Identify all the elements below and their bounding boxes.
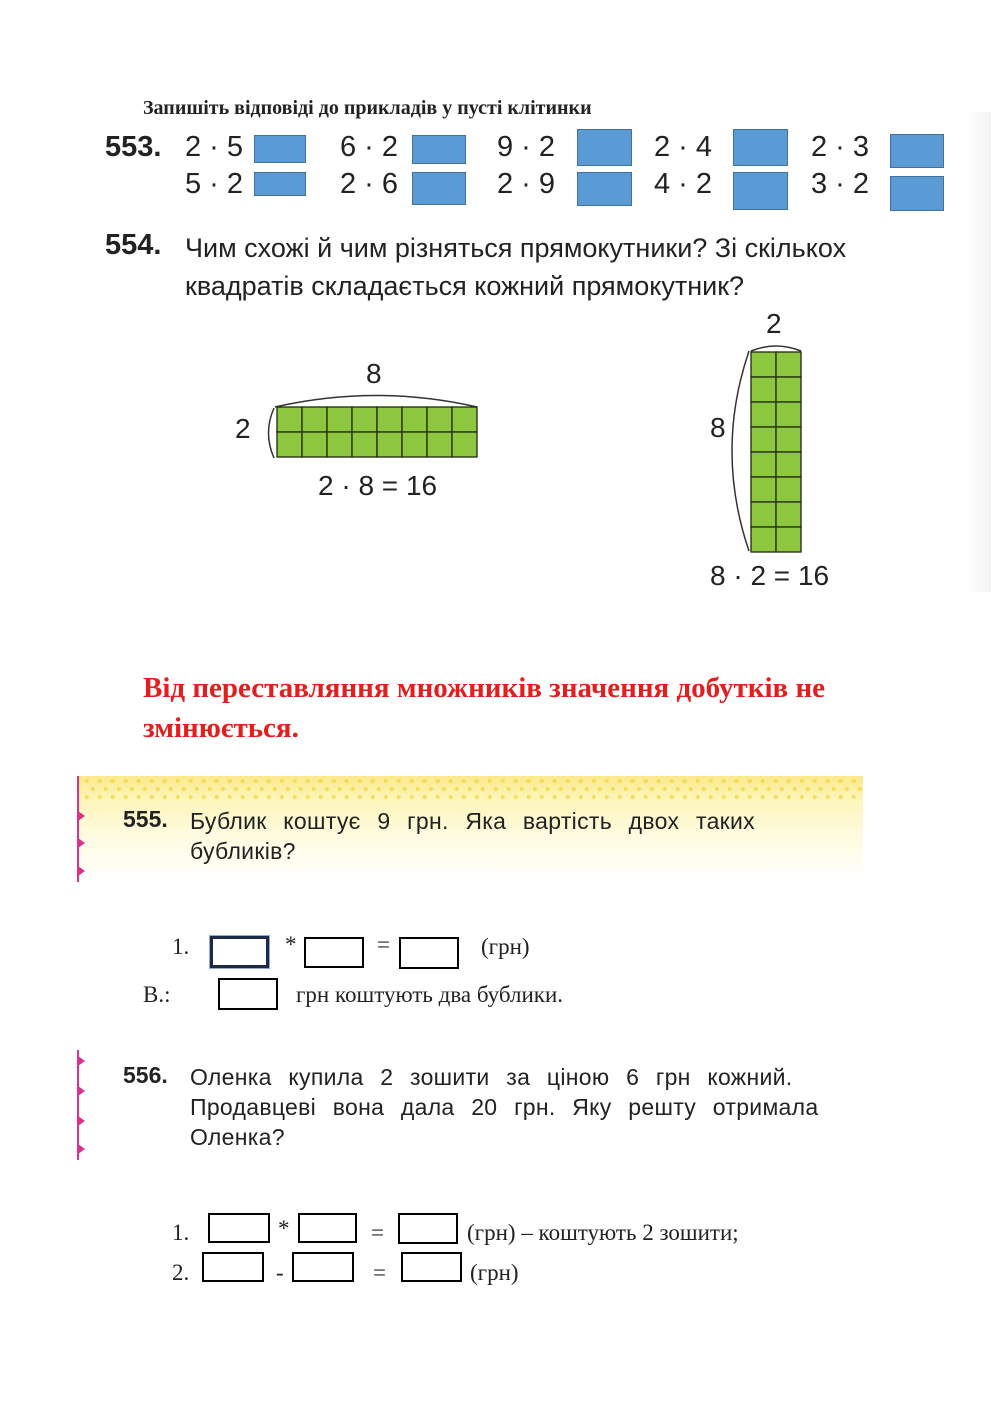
solution-556-step1-equals-sign: = [371,1220,384,1245]
rect1-cell [302,407,327,432]
rect1-cell [302,432,327,457]
banner-left-border [77,776,89,882]
answer-box-553-r1-c4[interactable] [733,129,788,166]
expr-553-r2-c2: 2 · 6 [340,168,399,200]
task-553-number: 553. [105,131,162,163]
solution-555-result-box[interactable] [399,937,459,969]
rect2-figure [725,335,815,560]
rect1-cell [352,432,377,457]
rect1-cell [377,432,402,457]
task-554-question: Чим схожі й чим різняться прямокутники? Зі скількох квадратів складається кожний прямокутник? [185,233,847,301]
instruction: Запишіть відповіді до прикладів у пусті клітинки [143,97,592,119]
answer-box-553-r2-c5[interactable] [890,176,944,211]
rect1-top-label: 8 [366,358,382,389]
banner-top-pattern [77,776,863,800]
answer-box-553-r1-c1[interactable] [254,135,306,163]
rect1-grid [277,407,477,457]
rect1-side-label: 2 [235,413,251,444]
answer-box-553-r1-c3[interactable] [577,129,632,166]
rect2-cell [776,527,801,552]
answer-box-553-r1-c5[interactable] [890,134,944,168]
rect2-cell [751,427,776,452]
task-556-left-border [74,1050,88,1160]
solution-555-factor1-box[interactable] [210,936,269,968]
task-556-number: 556. [123,1062,168,1088]
rect2-cell [776,402,801,427]
solution-556-step1-box1[interactable] [208,1213,270,1243]
solution-555-mult-sign: * [285,932,297,957]
rect2-cell [751,377,776,402]
rect1-cell [327,432,352,457]
task-554-number: 554. [105,229,162,261]
rect2-cell [776,477,801,502]
rect1-figure [260,380,490,470]
solution-556-step2-number: 2. [172,1260,190,1285]
solution-556-step2-minus-sign: - [276,1260,284,1285]
expr-553-r2-c5: 3 · 2 [811,168,870,200]
solution-555-factor2-box[interactable] [304,937,364,968]
rect1-cell [352,407,377,432]
expr-553-r1-c5: 2 · 3 [811,131,870,163]
rect2-cell [776,502,801,527]
rect1-cell [427,432,452,457]
rect2-cell [751,452,776,477]
right-page-edge [965,112,991,592]
rect2-cell [751,502,776,527]
rect1-cell [377,407,402,432]
expr-553-r1-c2: 6 · 2 [340,131,399,163]
expr-553-r2-c4: 4 · 2 [654,168,713,200]
answer-555-prefix: В.: [143,982,171,1007]
rect2-cell [751,477,776,502]
rect2-cell [751,352,776,377]
rect2-cell [776,352,801,377]
rect2-cell [776,427,801,452]
solution-556-step1-box2[interactable] [298,1213,357,1243]
rule-statement: Від переставляння множників значення добутків не змінюється. [143,672,826,744]
rect1-cell [427,407,452,432]
expr-553-r2-c3: 2 · 9 [497,168,556,200]
answer-box-553-r2-c1[interactable] [254,172,306,196]
answer-box-553-r2-c3[interactable] [577,172,632,206]
rect1-cell [452,407,477,432]
rect1-cell [327,407,352,432]
solution-556-step2-box1[interactable] [202,1252,264,1282]
task-556-text: Оленка купила 2 зошити за ціною 6 грн кожний. Продавцеві вона дала 20 грн. Яку решту отримала Оленка? [190,1064,819,1150]
solution-556-step2-equals-sign: = [373,1260,386,1285]
solution-555-equals-sign: = [377,932,390,957]
rect1-cell [277,407,302,432]
solution-556-step2-tail: (грн) [470,1260,519,1285]
rect2-top-brace [751,346,801,351]
expr-553-r2-c1: 5 · 2 [185,168,244,200]
rect2-side-label: 8 [710,412,726,443]
task-555-number: 555. [123,806,168,832]
rect1-cell [402,432,427,457]
rect1-formula: 2 · 8 = 16 [318,470,438,501]
solution-556-step2-result-box[interactable] [401,1252,462,1282]
rect2-formula: 8 · 2 = 16 [710,560,830,591]
rect1-cell [402,407,427,432]
rect2-side-brace [732,351,749,551]
rect2-top-label: 2 [766,308,782,339]
solution-555-step1-number: 1. [172,934,190,959]
task-555-text: Бублик коштує 9 грн. Яка вартість двох таких бубликів? [190,808,755,864]
answer-box-553-r2-c2[interactable] [412,172,466,205]
solution-556-step1-tail: (грн) – коштують 2 зошити; [467,1220,739,1245]
rect1-cell [277,432,302,457]
solution-556-step1-number: 1. [172,1220,190,1245]
solution-556-step2-box2[interactable] [292,1252,354,1282]
rect2-cell [751,402,776,427]
answer-box-553-r1-c2[interactable] [412,135,466,164]
rect1-side-brace [269,408,275,458]
rect2-cell [776,452,801,477]
solution-556-step1-mult-sign: * [278,1216,290,1241]
answer-555-box[interactable] [218,978,278,1010]
rect2-grid [751,352,801,552]
expr-553-r1-c4: 2 · 4 [654,131,713,163]
expr-553-r1-c1: 2 · 5 [185,131,244,163]
expr-553-r1-c3: 9 · 2 [497,131,556,163]
rect2-cell [776,377,801,402]
rect1-cell [452,432,477,457]
solution-555-unit: (грн) [481,934,530,959]
solution-556-step1-result-box[interactable] [398,1213,458,1244]
rect2-cell [751,527,776,552]
answer-box-553-r2-c4[interactable] [733,172,788,210]
rect1-top-brace [275,396,477,408]
answer-555-suffix: грн коштують два бублики. [296,982,564,1007]
